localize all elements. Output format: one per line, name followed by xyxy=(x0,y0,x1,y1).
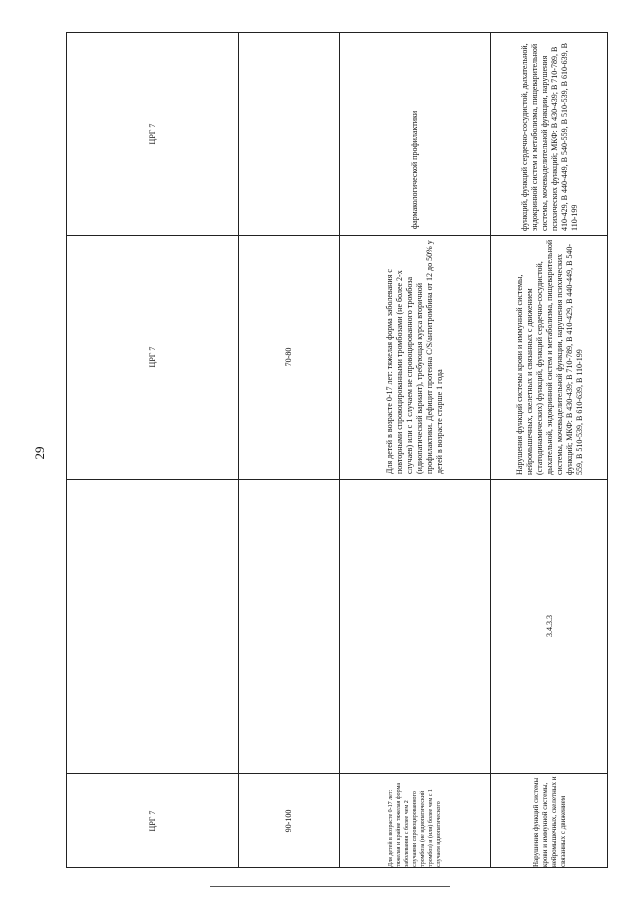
row-1-criteria-cell xyxy=(339,235,490,479)
row-0-criteria-cell xyxy=(339,33,490,235)
row-1-code: 3.4.3.3 xyxy=(544,615,554,637)
row-2-group-cell xyxy=(67,773,238,869)
row-2-percent-cell xyxy=(238,773,339,869)
row-2-criteria: Для детей в возрасте 0-17 лет: тяжелая и крайне тяжелая форма заболевания с более чем 2 случаями спровоцированного тромбоза (не идиопатический тромбоз) и (или) более чем с 1 случаем идиопатического xyxy=(387,783,442,867)
disability-criteria-table xyxy=(66,32,608,868)
row-0-group: ЦРГ 7 xyxy=(147,123,157,145)
row-2-criteria-cell xyxy=(339,773,490,869)
row-0-group-cell xyxy=(67,33,238,235)
row-1-functions-cell xyxy=(490,235,609,479)
row-0-functions-cell xyxy=(490,33,609,235)
row-1-criteria: Для детей в возрасте 0-17 лет: тяжелая форма заболевания с повторными спровоцированными тромбозами (не более 2-х случаев) или с 1 случаем не спровоцированного тромбоза (идиопатический вариант), требующая курса вторичной профилактики. Дефицит протеина C/S/антитромбина от 12 до 50% у детей в возрасте старше 1 года xyxy=(384,240,444,474)
row-0-criteria: фармакологической профилактики xyxy=(409,110,419,229)
row-0 xyxy=(67,33,609,235)
row-0-percent-cell xyxy=(238,33,339,235)
row-2-percent: 90-100 xyxy=(283,809,293,833)
row-2-functions: Нарушения функций системы крови и иммунной системы, нейромышечных, скелетных и связанных с движением xyxy=(531,776,567,867)
row-2 xyxy=(67,773,609,869)
row-1-group: ЦРГ 7 xyxy=(147,346,157,368)
row-1-percent-cell xyxy=(238,235,339,479)
row-1-group-cell xyxy=(67,235,238,479)
row-1 xyxy=(67,235,609,479)
footer-rule xyxy=(210,886,450,887)
row-2-functions-cell xyxy=(490,773,609,869)
page-number: 29 xyxy=(32,446,47,460)
row-1-code-cell xyxy=(490,479,609,773)
row-1-functions: Нарушения функций системы крови и иммунной системы, нейромышечных, скелетных и связанных с движением (статодинамических) функций, функций сердечно-сосудистой, дыхательной, эндокринной систем и метаболизма, пищеварительной системы, мочевыделительной функции, нарушения психических функций; МКФ: B 430-439; B 710-789, B 410-429, B 440-449, B 540-559, B 510-539, B 610-639, B 110-199 xyxy=(514,239,584,475)
row-2-group: ЦРГ 7 xyxy=(147,810,157,832)
row-0-functions: функций, функций сердечно-сосудистой, дыхательной, эндокринной систем и метаболизма, пищеварительной системы, мочевыделительной функции, нарушения психических функций; МКФ: B 430-439; B 710-789, B 410-429, B 440-449, B 540-559, B 510-539, B 610-639, B 110-199 xyxy=(519,43,579,231)
row-1-percent: 70-80 xyxy=(283,347,293,367)
